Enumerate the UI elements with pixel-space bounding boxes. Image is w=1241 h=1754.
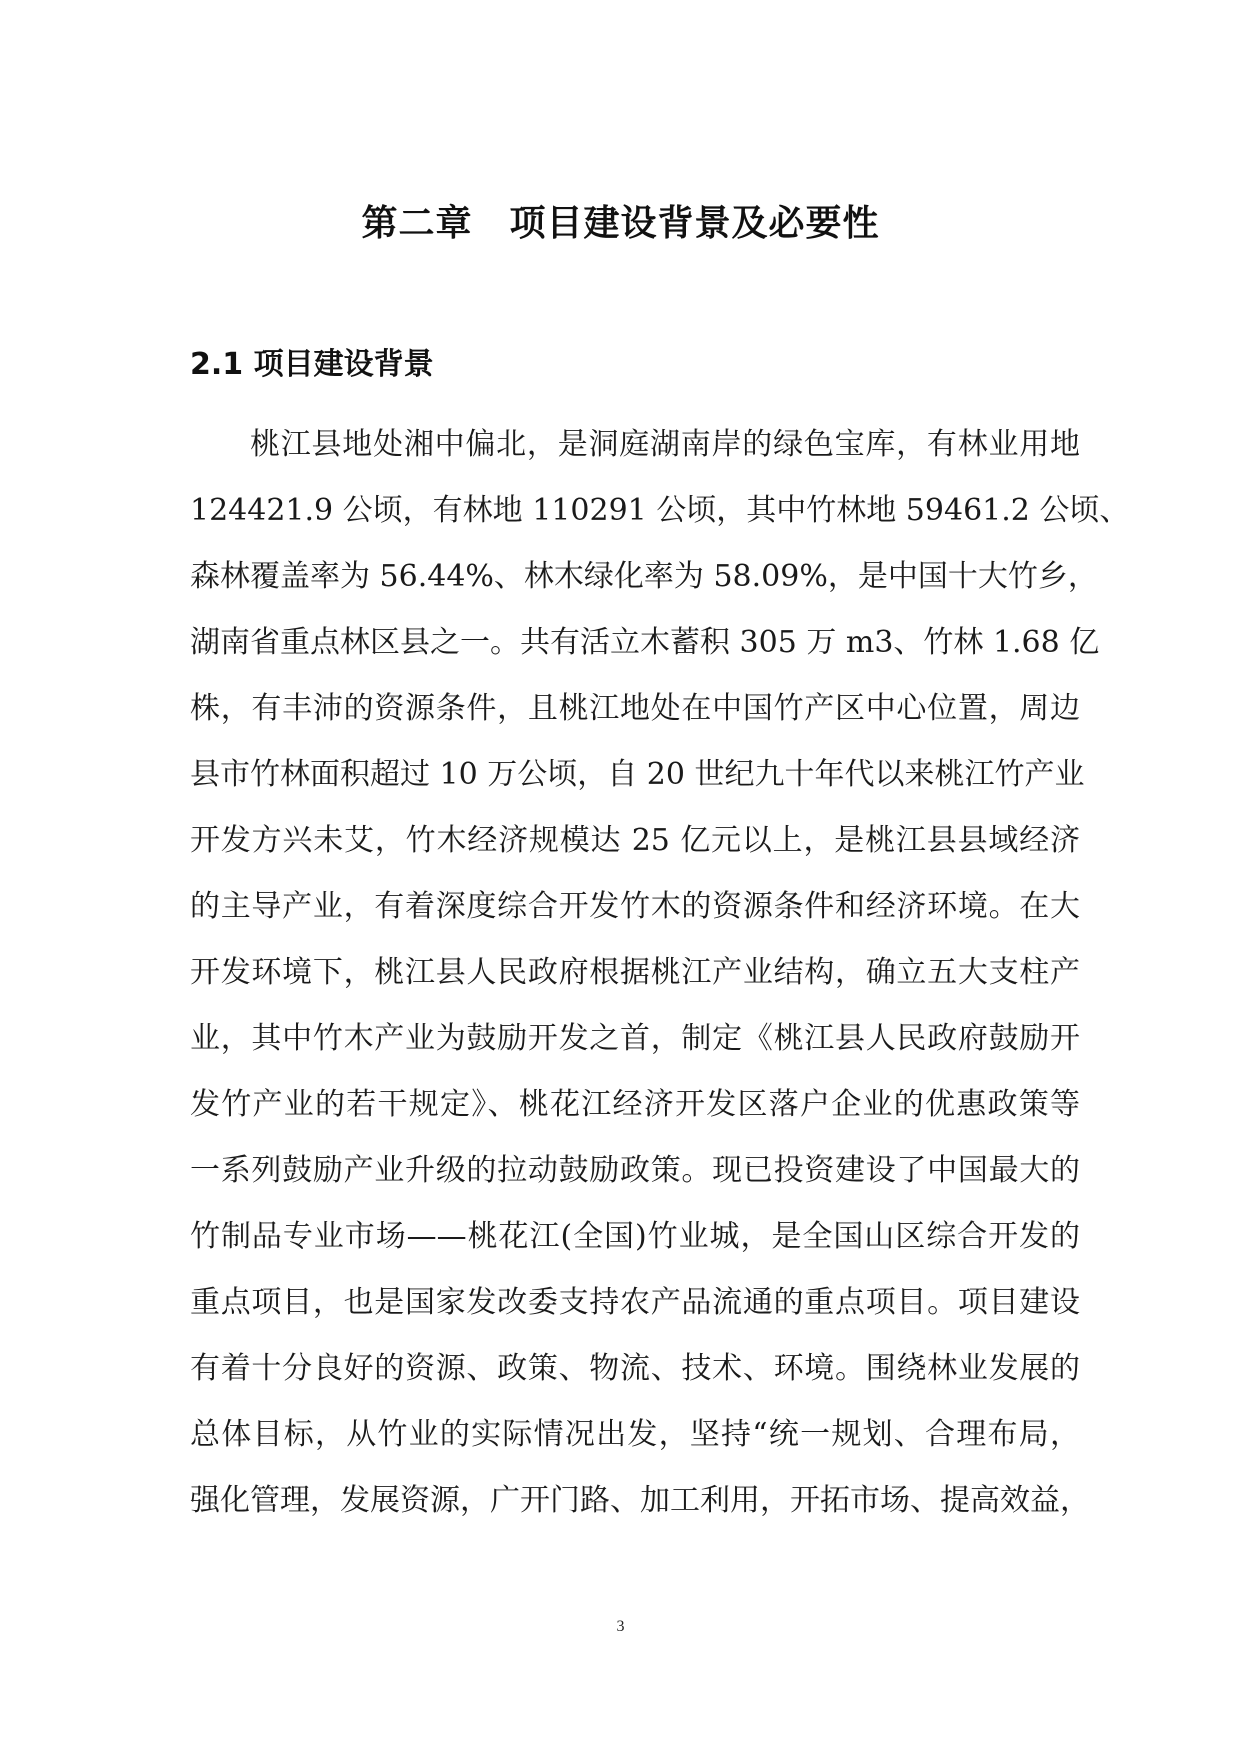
paragraph-line: 开发环境下，桃江县人民政府根据桃江产业结构，确立五大支柱产 <box>190 955 1080 990</box>
paragraph-line: 开发方兴未艾，竹木经济规模达 25 亿元以上，是桃江县县域经济 <box>190 823 1080 858</box>
page-number: 3 <box>616 1618 625 1635</box>
paragraph-line: 县市竹林面积超过 10 万公顷，自 20 世纪九十年代以来桃江竹产业 <box>190 757 1085 792</box>
paragraph-line: 的主导产业，有着深度综合开发竹木的资源条件和经济环境。在大 <box>190 889 1080 924</box>
chapter-title: 第二章 项目建设背景及必要性 <box>361 203 880 244</box>
paragraph-line: 竹制品专业市场——桃花江(全国)竹业城，是全国山区综合开发的 <box>190 1219 1080 1254</box>
paragraph-line: 发竹产业的若干规定》、桃花江经济开发区落户企业的优惠政策等 <box>190 1087 1080 1122</box>
paragraph-line: 有着十分良好的资源、政策、物流、技术、环境。围绕林业发展的 <box>190 1351 1080 1386</box>
section-heading: 2.1 项目建设背景 <box>190 347 434 382</box>
paragraph-line: 湖南省重点林区县之一。共有活立木蓄积 305 万 m3、竹林 1.68 亿 <box>190 625 1100 660</box>
paragraph-line: 总体目标，从竹业的实际情况出发，坚持“统一规划、合理布局， <box>190 1417 1080 1452</box>
paragraph-line: 124421.9 公顷，有林地 110291 公顷，其中竹林地 59461.2 公顷、 <box>190 493 1130 528</box>
paragraph-line: 强化管理，发展资源，广开门路、加工利用，开拓市场、提高效益， <box>190 1483 1090 1518</box>
body-paragraph <box>190 412 1130 1534</box>
paragraph-line: 一系列鼓励产业升级的拉动鼓励政策。现已投资建设了中国最大的 <box>190 1153 1080 1188</box>
paragraph-line: 株，有丰沛的资源条件，且桃江地处在中国竹产区中心位置，周边 <box>190 691 1080 726</box>
paragraph-line: 森林覆盖率为 56.44%、林木绿化率为 58.09%，是中国十大竹乡， <box>190 559 1098 594</box>
paragraph-line: 业，其中竹木产业为鼓励开发之首，制定《桃江县人民政府鼓励开 <box>190 1021 1080 1056</box>
paragraph-line: 桃江县地处湘中偏北，是洞庭湖南岸的绿色宝库，有林业用地 <box>250 427 1080 462</box>
paragraph-line: 重点项目，也是国家发改委支持农产品流通的重点项目。项目建设 <box>190 1285 1080 1320</box>
